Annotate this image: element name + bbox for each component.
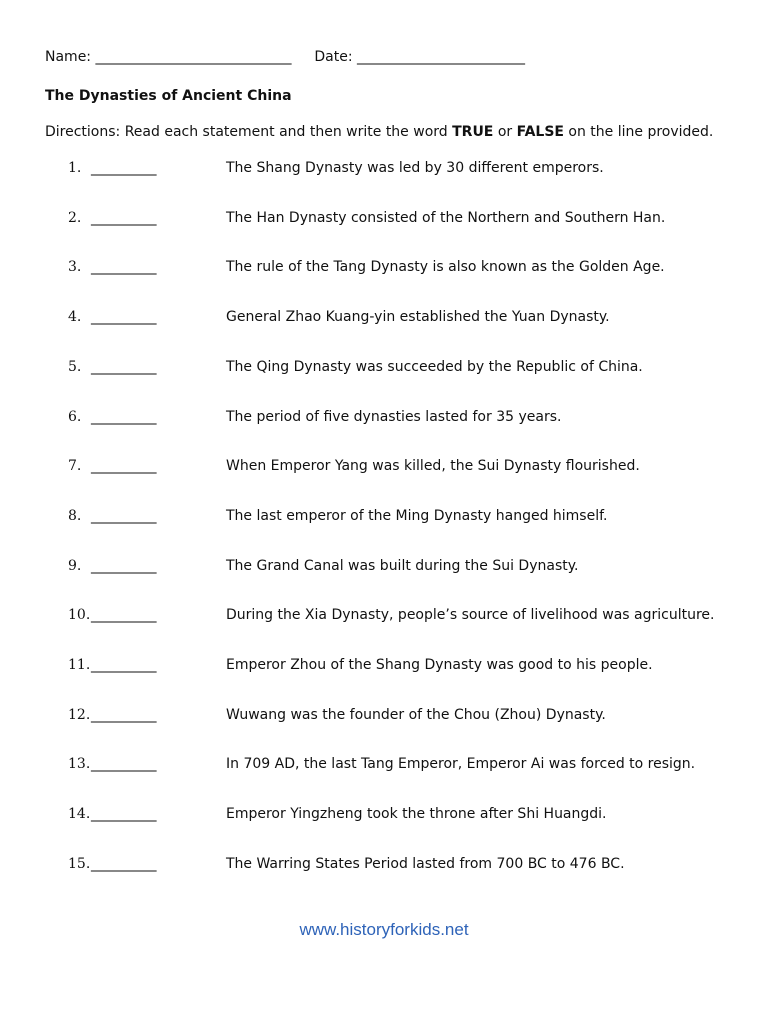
question-number: 3. [68, 259, 82, 276]
question-row [0, 607, 768, 631]
answer-blank[interactable]: __________ [91, 607, 156, 624]
directions-suffix: on the line provided. [563, 124, 714, 140]
answer-blank[interactable]: __________ [91, 358, 156, 375]
question-row [0, 160, 768, 184]
question-number: 15. [68, 855, 91, 872]
question-row [0, 359, 768, 383]
directions-middle: or [493, 124, 517, 140]
answer-blank[interactable]: __________ [91, 160, 156, 176]
question-row [0, 409, 768, 433]
date-blank: ________________________ [357, 49, 526, 65]
question-number: 4. [68, 309, 82, 326]
question-row [0, 210, 768, 234]
question-number: 13. [68, 756, 91, 773]
question-number: 10. [68, 607, 91, 624]
question-number: 14. [68, 806, 91, 823]
question-number: 2. [68, 209, 82, 226]
answer-blank[interactable]: __________ [91, 756, 156, 773]
question-number: 12. [68, 706, 91, 723]
question-row [0, 508, 768, 532]
directions-false-word: FALSE [516, 124, 564, 140]
date-label: Date: [314, 49, 353, 65]
directions-prefix: Directions: Read each statement and then write the word [45, 124, 453, 140]
question-statement: The Shang Dynasty was led by 30 different emperors. [226, 160, 604, 176]
name-blank: ____________________________ [95, 49, 292, 65]
answer-blank[interactable]: __________ [91, 458, 156, 475]
question-statement: The Han Dynasty consisted of the Northern and Southern Han. [226, 209, 666, 226]
answer-blank[interactable]: __________ [91, 507, 156, 524]
question-statement: During the Xia Dynasty, people’s source of livelihood was agriculture. [226, 607, 715, 624]
question-statement: General Zhao Kuang-yin established the Yuan Dynasty. [226, 309, 610, 326]
answer-blank[interactable]: __________ [91, 657, 156, 673]
answer-blank[interactable]: __________ [91, 855, 156, 872]
question-row [0, 309, 768, 333]
question-number: 1. [68, 160, 82, 176]
question-row [0, 707, 768, 731]
directions-true-word: TRUE [452, 124, 494, 140]
footer-website-link[interactable]: www.historyforkids.net [299, 920, 469, 939]
question-number: 11. [68, 657, 91, 673]
question-statement: The Grand Canal was built during the Sui Dynasty. [226, 557, 579, 574]
question-row [0, 806, 768, 830]
answer-blank[interactable]: __________ [91, 259, 156, 276]
answer-blank[interactable]: __________ [91, 557, 156, 574]
question-number: 5. [68, 358, 82, 375]
question-number: 9. [68, 557, 82, 574]
question-statement: The rule of the Tang Dynasty is also known as the Golden Age. [226, 259, 665, 276]
name-label: Name: [45, 49, 92, 65]
question-number: 6. [68, 408, 82, 425]
question-statement: The Qing Dynasty was succeeded by the Republic of China. [226, 358, 643, 375]
question-statement: When Emperor Yang was killed, the Sui Dynasty flourished. [226, 458, 640, 475]
question-statement: In 709 AD, the last Tang Emperor, Emperor Ai was forced to resign. [226, 756, 696, 773]
question-number: 8. [68, 507, 82, 524]
question-statement: Wuwang was the founder of the Chou (Zhou) Dynasty. [226, 706, 606, 723]
directions [45, 124, 713, 140]
question-row [0, 558, 768, 582]
question-row [0, 259, 768, 283]
question-row [0, 657, 768, 681]
question-statement: The last emperor of the Ming Dynasty hanged himself. [226, 507, 608, 524]
question-statement: Emperor Yingzheng took the throne after Shi Huangdi. [226, 806, 607, 823]
answer-blank[interactable]: __________ [91, 806, 156, 823]
question-statement: The Warring States Period lasted from 700 BC to 476 BC. [226, 855, 625, 872]
answer-blank[interactable]: __________ [91, 309, 156, 326]
question-number: 7. [68, 458, 82, 475]
question-row [0, 756, 768, 780]
answer-blank[interactable]: __________ [91, 209, 156, 226]
question-statement: Emperor Zhou of the Shang Dynasty was good to his people. [226, 657, 653, 673]
worksheet-title: The Dynasties of Ancient China [45, 88, 292, 104]
answer-blank[interactable]: __________ [91, 408, 156, 425]
header-line [45, 49, 525, 65]
question-row [0, 458, 768, 482]
question-statement: The period of five dynasties lasted for 35 years. [226, 408, 562, 425]
answer-blank[interactable]: __________ [91, 706, 156, 723]
question-row [0, 856, 768, 880]
